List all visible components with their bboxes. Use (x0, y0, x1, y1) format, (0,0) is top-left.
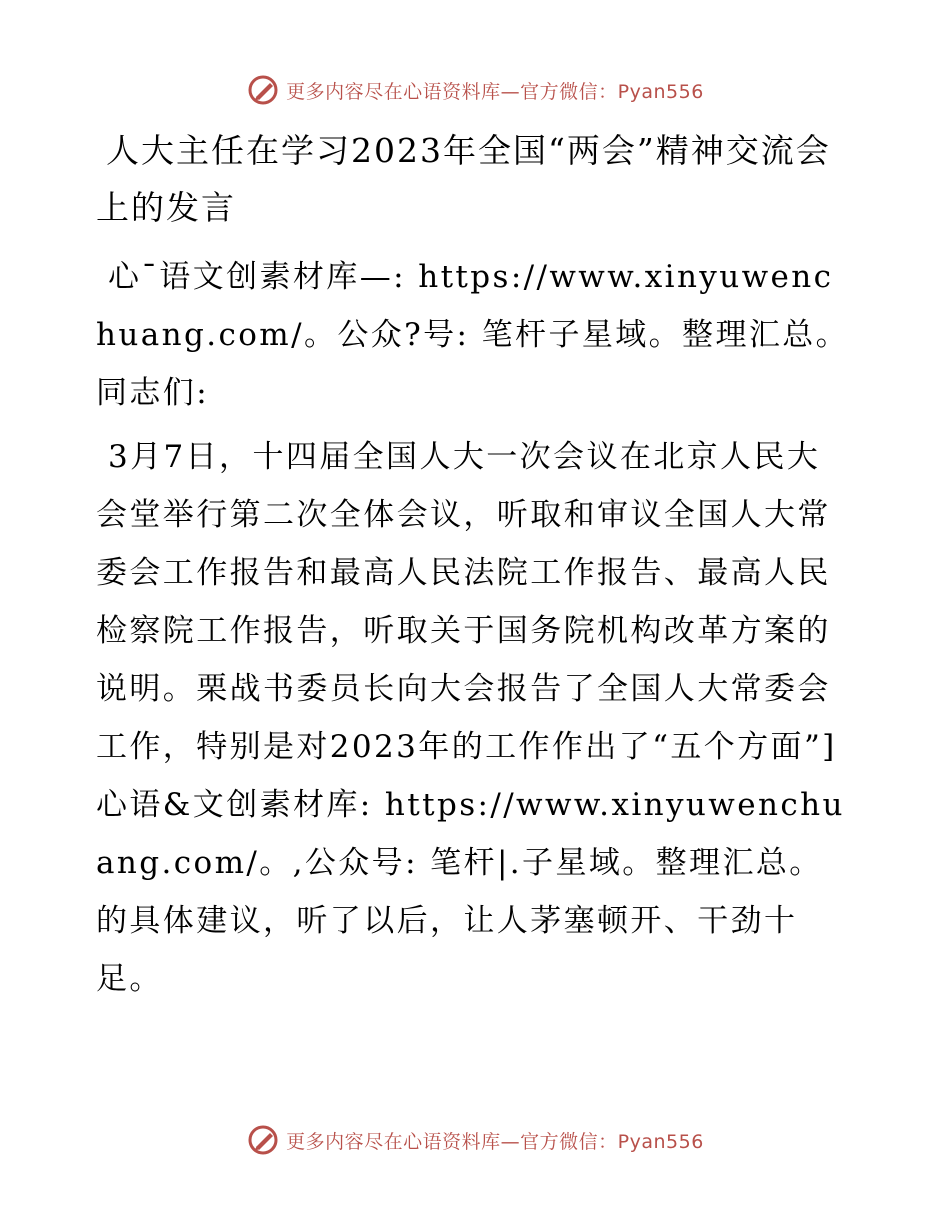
paragraph-main: 3月7日，十四届全国人大一次会议在北京人民大会堂举行第二次全体会议，听取和审议全国人大常委会工作报告和最高人民法院工作报告、最高人民检察院工作报告，听取关于国务院机构改革方案的说明。栗战书委员长向大会报告了全国人大常委会工作，特别是对2023年的工作作出了“五个方面”]心语&文创素材库: https://www.xinyuwenchuang.com/。,公众号: 笔杆|.子星域。整理汇总。的具体建议，听了以后，让人茅塞顿开、干劲十足。 (96, 439, 845, 997)
header-banner (0, 70, 950, 110)
header-banner-text[interactable]: 更多内容尽在心语资料库—官方微信：Pyan556 (286, 80, 704, 103)
document-title: 人大主任在学习2023年全国“两会”精神交流会上的发言 (96, 131, 831, 227)
document-body (96, 122, 850, 1014)
footer-banner (0, 1120, 950, 1160)
paragraph-intro: 心¯语文创素材库—: https://www.xinyuwenchuang.com/。公众?号: 笔杆子星域。整理汇总。同志们: (96, 259, 850, 411)
footer-banner-text[interactable]: 更多内容尽在心语资料库—官方微信：Pyan556 (286, 1130, 704, 1153)
pen-seal-icon (246, 73, 280, 107)
pen-seal-icon (246, 1123, 280, 1157)
